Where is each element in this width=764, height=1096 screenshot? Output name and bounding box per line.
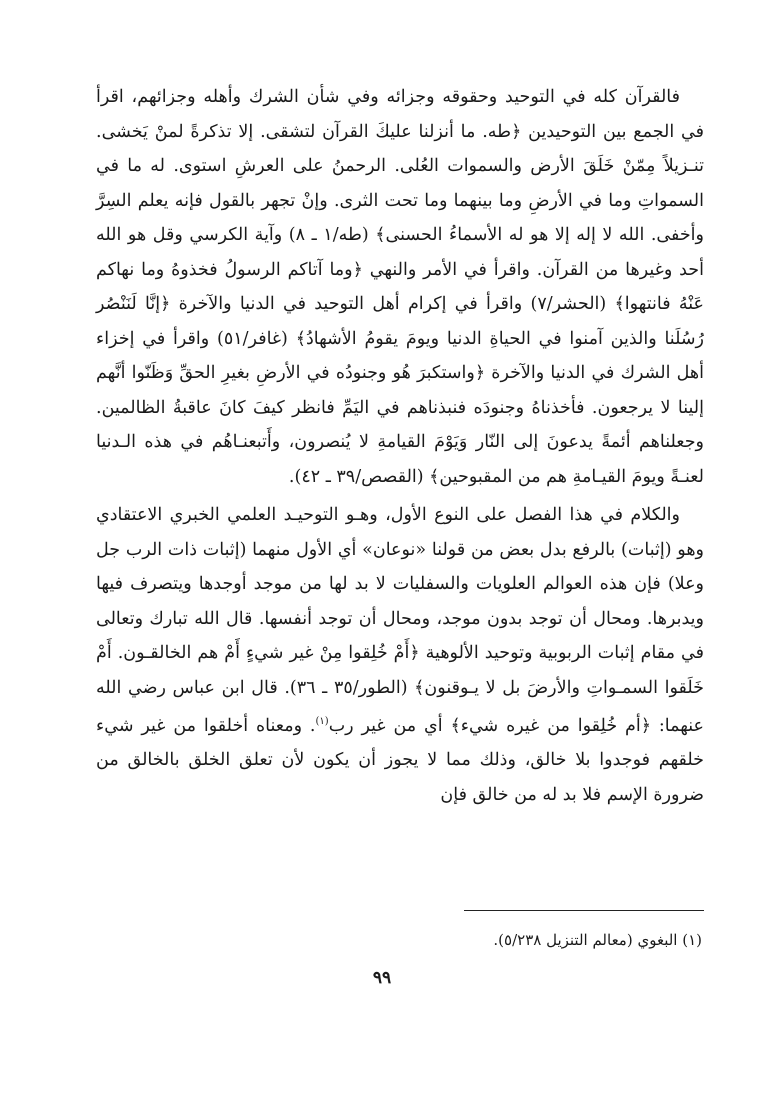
page-number: ٩٩ <box>372 968 392 988</box>
paragraph-2-text: والكلام في هذا الفصل على النوع الأول، وهـو التوحيـد العلمي الخبري الاعتقادي وهو (إثبات) بالرفع بدل بعض من قولنا «نوعان» أي الأول منهما (إثبات ذات الرب جل وعلا) فإن هذه العوالم العلويات والسفليات لا بد لها من موجد أوجدها ويتصرف فيها ويدبرها. ومحال أن توجد بدون موجد، ومحال أن توجد أنفسها. قال الله تبارك وتعالى في مقام إثبات الربوبية وتوحيد الألوهية ﴿أَمْ خُلِقوا مِنْ غير شيءٍ أَمْ هم الخالقـون. أَمْ خَلَقوا السمـواتِ والأرضَ بل لا يـوقنون﴾ (الطور/٣٥ ـ ٣٦). قال ابن عباس رضي الله عنهما: ﴿أم خُلِقوا من غيره شيء﴾ أي من غير رب <box>96 505 704 736</box>
footnote-marker: (١) <box>315 716 329 727</box>
footnote-divider <box>464 910 704 911</box>
paragraph-2-continuation: . ومعناه أخلقوا من غير شيء خلقهم فوجدوا بلا خالق، وذلك مما لا يجوز أن يكون لأن تعلق الخلق بالخالق من ضرورة الإسم فلا بد له من خالق فإن <box>96 715 704 805</box>
footnote: (١) البغوي (معالم التنزيل ٥/٢٣٨). <box>493 931 702 949</box>
paragraph-2 <box>96 498 704 812</box>
paragraph-1: فالقرآن كله في التوحيد وحقوقه وجزائه وفي شأن الشرك وأهله وجزائهم، اقرأ في الجمع بين التوحيدين ﴿طه. ما أنزلنا عليكَ القرآن لتشقى. إلا تذكرةً لمنْ يَخشى. تنـزيلاً مِمّنْ خَلَقَ الأرض والسموات العُلى. الرحمنُ على العرشِ استوى. له ما في السمواتِ وما في الأرضِ وما بينهما وما تحت الثرى. وإنْ تجهر بالقول فإنه يعلم السِرَّ وأخفى. الله لا إله إلا هو له الأسماءُ الحسنى﴾ (طه/١ ـ ٨) وآية الكرسي وقل هو الله أحد وغيرها من القرآن. واقرأ في الأمر والنهي ﴿وما آتاكم الرسولُ فخذوهُ وما نهاكم عَنْهُ فانتهوا﴾ (الحشر/٧) واقرأ في إكرام أهل التوحيد في الدنيا والآخرة ﴿إنَّا لَنَنْصُر رُسُلَنا والذين آمنوا في الحياةِ الدنيا ويومَ يقومُ الأشهادُ﴾ (غافر/٥١) واقرأ في إخزاء أهل الشرك في الدنيا والآخرة ﴿واستكبرَ هُو وجنودُه في الأرضِ بغيرِ الحقِّ وَظَنّوا أنَّهم إلينا لا يرجعون. فأخذناهُ وجنودَه فنبذناهم في اليَمِّ فانظر كيفَ كانَ عاقبةُ الظالمين. وجعلناهم أئمةً يدعونَ إلى النّار وَيَوْمَ القيامةِ لا يُنصرون، وأَتبعنـاهُم في هذه الـدنيا لعنـةً ويومَ القيـامةِ هم من المقبوحين﴾ (القصص/٣٩ ـ ٤٢). <box>96 87 704 487</box>
main-text-block <box>96 80 704 812</box>
